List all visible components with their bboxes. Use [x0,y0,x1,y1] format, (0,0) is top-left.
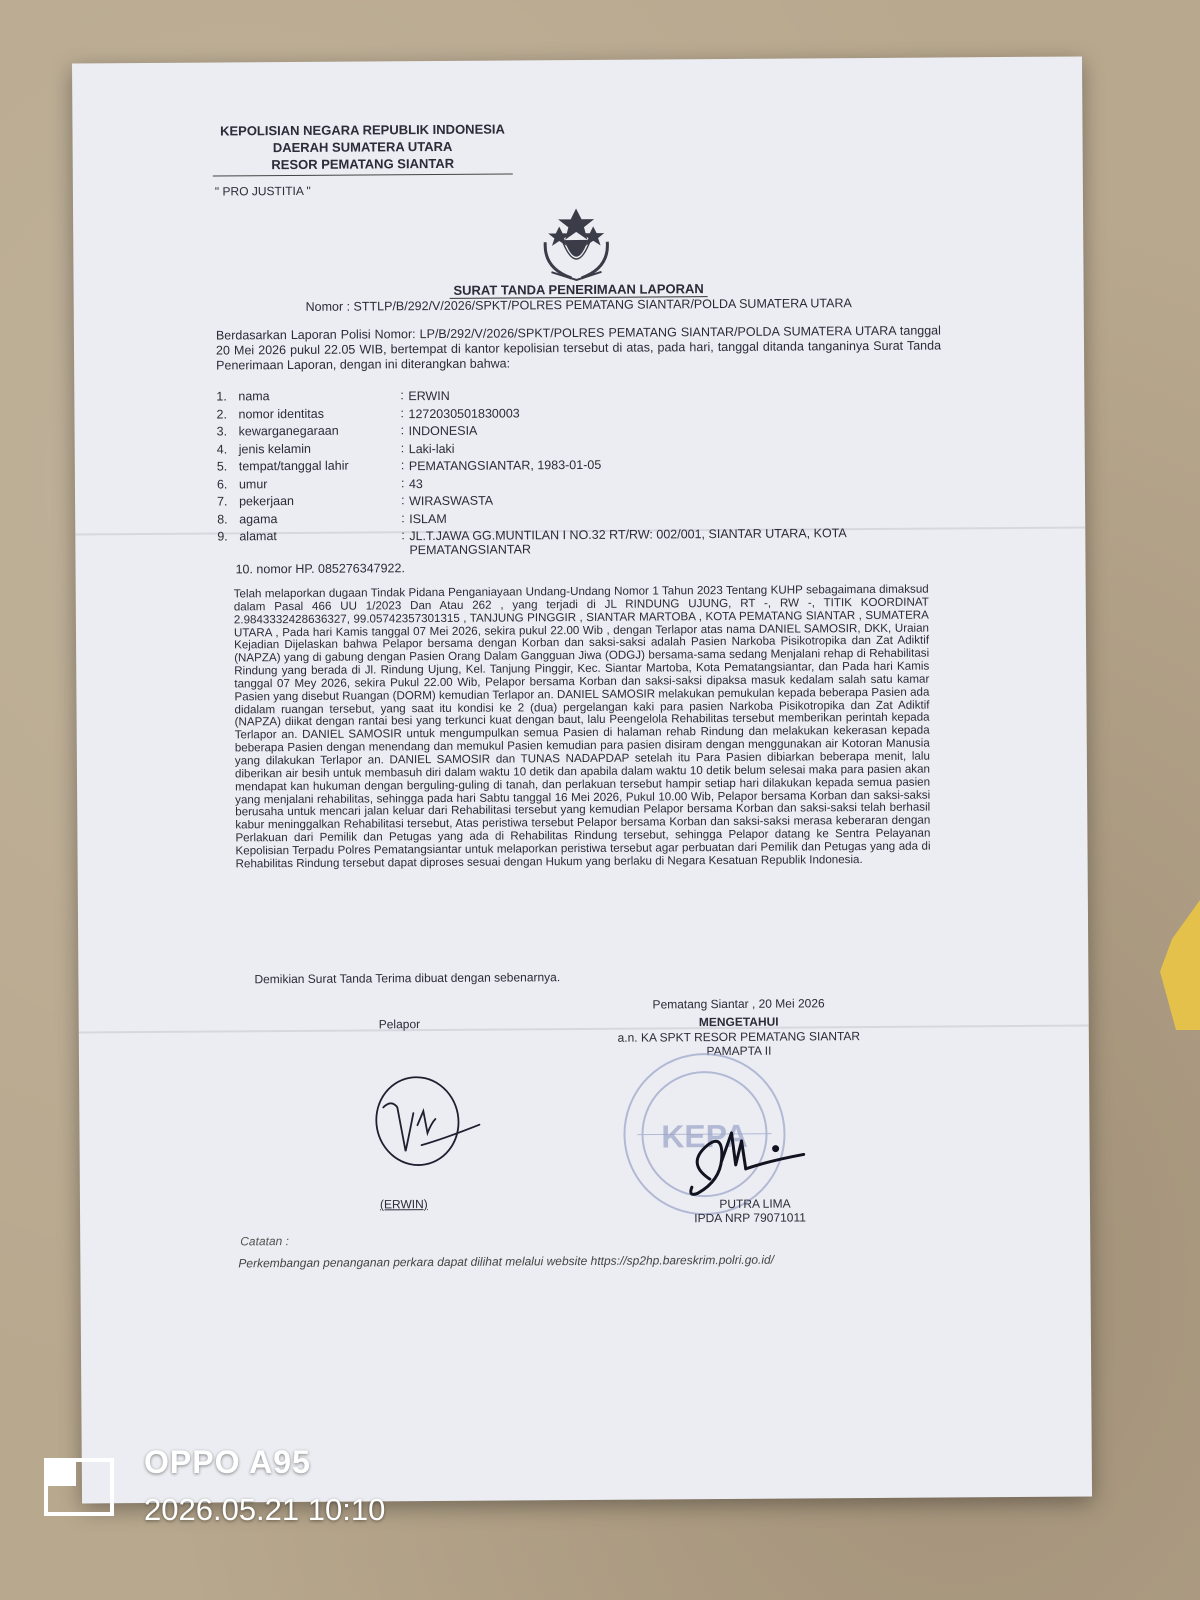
field-number: 7. [217,494,228,509]
letterhead [212,120,512,173]
on-behalf-of: a.n. KA SPKT RESOR PEMATANG SIANTAR [617,1029,861,1045]
document-number: Nomor : STTLP/B/292/V/2026/SPKT/POLRES PEMATANG SIANTAR/POLDA SUMATERA UTARA [305,296,852,314]
field-label: pekerjaan [239,493,295,509]
officer-unit: PAMAPTA II [706,1043,772,1059]
pro-justitia: " PRO JUSTITIA " [214,183,311,199]
field-colon: : [400,475,405,490]
photo-timestamp: 2026.05.21 10:10 [144,1492,386,1527]
field-value: ISLAM [409,511,447,526]
field-colon: : [400,405,404,420]
field-value: 1272030501830003 [408,405,520,421]
note-text: Perkembangan penanganan perkara dapat dilihat melalui website https://sp2hp.bareskrim.polri.go.id/ [238,1252,775,1271]
field-value: WIRASWASTA [409,493,494,509]
officer-name: PUTRA LIMA [719,1196,791,1212]
field-value: PEMATANGSIANTAR, 1983-01-05 [408,457,602,474]
field-number: 4. [216,441,228,457]
letterhead-line3: RESOR PEMATANG SIANTAR [271,155,455,173]
field-number: 2. [216,406,227,422]
field-value: 43 [408,476,423,491]
reporter-name: (ERWIN) [379,1197,428,1212]
field-label: umur [238,476,268,491]
field-number: 9. [217,529,228,544]
field-colon: : [401,493,405,508]
reporter-label: Pelapor [378,1017,421,1032]
field-label: nama [238,389,270,404]
field-number: 6. [216,476,228,492]
field-colon: : [400,423,405,438]
field-colon: : [401,510,405,525]
closing-statement: Demikian Surat Tanda Terima dibuat dengan sebenarnya. [254,970,561,987]
intro-paragraph: Berdasarkan Laporan Polisi Nomor: LP/B/292/V/2026/SPKT/POLRES PEMATANG SIANTAR/POLDA SUMATERA UTARA tanggal 20 Mei 2026 pukul 22.05 WIB, bertempat di kantor kepolisian tersebut di atas, pada hari, tanggal ditanda tanganinya Surat Tanda Penerimaan Laporan, dengan ini diterangkan bahwa: [215,323,942,373]
field-number: 5. [216,459,228,474]
camera-frame-icon [44,1458,114,1516]
field-colon: : [400,458,405,473]
place-date: Pematang Siantar , 20 Mei 2026 [652,996,825,1012]
field-label: kewarganegaraan [238,423,339,439]
reporter-identity-fields [216,383,947,562]
field-label: tempat/tanggal lahir [238,458,349,474]
officer-rank: IPDA NRP 79071011 [694,1210,806,1226]
field-label: jenis kelamin [238,441,312,456]
field-number: 8. [217,511,228,527]
field-number: 3. [216,424,228,439]
phone-number: 10. nomor HP. 085276347922. [235,561,405,577]
field-row [217,523,947,562]
letterhead-line2: DAERAH SUMATERA UTARA [272,138,453,156]
field-label: nomor identitas [238,406,324,421]
reporter-signature [361,1073,482,1174]
incident-description: Telah melaporkan dugaan Tindak Pidana Penganiayaan Undang-Undang Nomor 1 Tahun 2023 Tentang KUHP sebagaimana dimaksud dalam Pasal 466 UU 1/2023 Dan Atau 262 , yang terjadi di JL RINDUNG UJUNG, RT -, RW -, TITIK KOORDINAT 2.9843332428636327, 99.05742357301315 , TANJUNG PINGGIR , SIANTAR MARTOBA , KOTA PEMATANG SIANTAR , SUMATERA UTARA , Pada hari Kamis tanggal 07 Mei 2026, sekira pukul 22.00 Wib , dengan Terlapor atas nama DANIEL SAMOSIR, DKK, Uraian Kejadian Dijelaskan bahwa Pelapor bersama dengan Korban dan saksi-saksi adalah Pasien Narkoba Pisikotropika dan Zat Adiktif (NAPZA) yang di gabung dengan Pasien Orang Dalam Gangguan Jiwa (ODGJ) bersama-sama sedang Menjalani rehap di Rehabilitasi Rindung yang berada di Jl. Rindung Ujung, Kel. Tanjung Pinggir, Kec. Siantar Martoba, Kota Pematangsiantar, dan Pada hari Kamis tanggal 07 Mey 2026, sekira Pukul 22.00 Wib, Pelapor bersama Korban dan saksi-saksi dipaksa masuk kedalam salah satu kamar Pasien yang disebut Ruangan (DORM) kemudian Terlapor an. DANIEL SAMOSIR melakukan pemukulan kepada beberapa Pasien ada didalam ruangan tersebut, yang saat itu kondisi ke 2 (dua) pergelangan kaki para pasien Narkoba Pisikotropika dan Zat Adiktif (NAPZA) diikat dengan rantai besi yang terkunci kuat dengan baut, lalu Peengelola Rehabilitas tersebut memberikan perintah kepada Terlapor an. DANIEL SAMOSIR untuk mengumpulkan semua Pasien di halaman rehab Rindung dan melakukan kekerasan kepada beberapa Pasien dengan menendang dan memukul Pasien kemudian para pasien disiram dengan menggunakan air Kotoran Manusia yang dilakukan Terlapor an. DANIEL SAMOSIR dan TUNAS NADAPDAP setelah itu Para Pasien dibiarkan beberapa menit, lalu diberikan air besih untuk membasuh diri dalam waktu 10 detik dan apabila dalam waktu 10 detik belum selesai maka para pasien akan mendapat kan hukuman dengan berguling-guling di tanah, dan perlakuan tersebut hampir setiap hari dilakukan kepada semua pasien yang menjalani rehabilitas, sehingga pada hari Sabtu tanggal 16 Mei 2026, Pukul 10.00 Wib, Pelapor bersama Korban dan saksi-saksi berusaha untuk mencari jalan keluar dari Rehabilitasi tersebut yang kemudian Pelapor bersama Korban dan saksi-saksi telah berhasil kabur meninggalkan Rehabilitasi tersebut, Atas peristiwa tersebut Pelapor bersama Korban dan saksi-saksi merasa keberaran dengan Perlakuan dari Pemilik dan Petugas yang ada di Rehabilitas Rindung tersebut, sehingga Pelapor datang ke Sentra Pelayanan Kepolisian Terpadu Polres Pematangsiantar untuk melaporkan peristiwa tersebut agar perbuatan dari Pemilik dan Petugas yang ada di Rehabilitas Rindung tersebut dapat diproses sesuai dengan Hukum yang berlaku di Negara Kesatuan Republik Indonesia. [233,582,931,871]
field-value: INDONESIA [408,423,478,439]
document-title: SURAT TANDA PENERIMAAN LAPORAN [74,278,1084,300]
letterhead-rule [213,173,513,176]
field-colon: : [400,388,404,403]
field-number: 1. [216,389,227,404]
letterhead-line1: KEPOLISIAN NEGARA REPUBLIK INDONESIA [220,121,505,139]
field-value: ERWIN [408,388,450,404]
field-colon: : [401,528,405,543]
camera-model: OPPO A95 [144,1444,311,1480]
acknowledged-label: MENGETAHUI [698,1014,779,1030]
field-colon: : [400,440,405,455]
note-label: Catatan : [240,1234,289,1249]
field-label: alamat [239,529,277,544]
stamp-text: KEPA [661,1117,748,1155]
report-document [72,56,1092,1503]
police-emblem-icon [531,196,622,283]
field-label: agama [239,511,278,526]
field-value: JL.T.JAWA GG.MUNTILAN I NO.32 RT/RW: 002/001, SIANTAR UTARA, KOTA PEMATANGSIANTAR [409,526,847,558]
yellow-object [1160,900,1200,1030]
field-value: Laki-laki [408,441,455,456]
